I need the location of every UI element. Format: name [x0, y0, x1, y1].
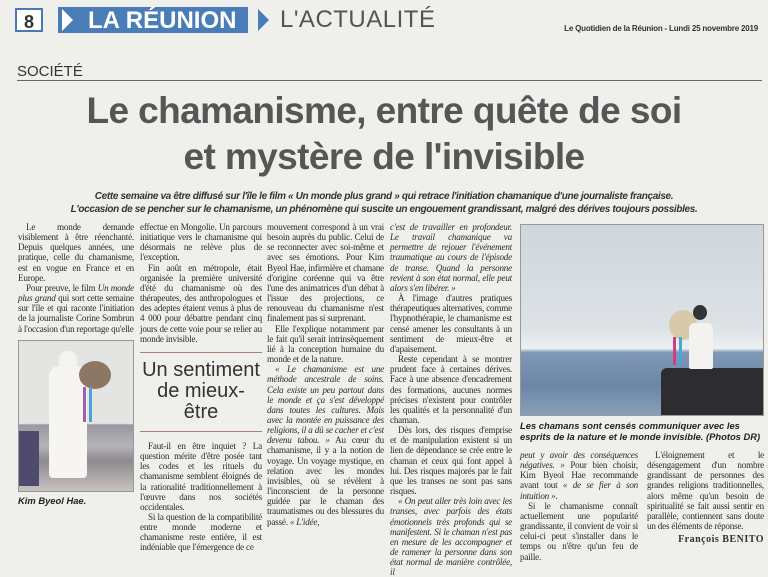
photo-kim-byeol-hae — [18, 340, 134, 492]
kicker: SOCIÉTÉ — [17, 63, 83, 80]
subheading: Un sentiment de mieux-être — [140, 352, 262, 432]
body-text: Le monde demande visiblement à être réenchanté. Depuis quelques années, une pratique, celle du chamanisme, est en vogue en France et en Europe. — [18, 222, 134, 283]
paragraph — [390, 425, 512, 496]
photo-shaman-by-the-sea — [520, 224, 764, 416]
drum — [79, 361, 111, 389]
quote-text: « Le chamanisme est une méthode ancestrale de soins. Cela existe un peu partout dans le monde et ça s'est développé dans toutes les cultures. Mais avec la montée en puissance des religions, il a dû se cacher et c'est devenu tabou. » — [267, 364, 384, 446]
column-1-stack — [18, 222, 134, 506]
rock — [661, 368, 763, 415]
standfirst — [14, 190, 754, 216]
article-column-4 — [390, 222, 512, 577]
headline-line-1: Le chamanisme, entre quête de soi — [86, 90, 682, 131]
paragraph — [267, 222, 384, 324]
head — [693, 305, 707, 320]
section-title: L'ACTUALITÉ — [280, 6, 436, 33]
photo-caption: Les chamans sont censés communiquer avec les esprits de la nature et le monde invisible. (Photos DR) — [520, 420, 761, 442]
quote-text: peut y avoir des conséquences négatives. » — [520, 450, 638, 471]
article-column-1 — [18, 222, 134, 334]
quote-text: « L'idée, — [289, 516, 320, 527]
standfirst-line-2: L'occasion de se pencher sur le chamanisme, un phénomène qui suscite un engouement grandissant, malgré des dérives toujours possibles. — [70, 204, 698, 215]
headdress — [59, 351, 77, 367]
quote-text: c'est de travailler en profondeur. Le travail chamanique va permettre de rejouer l'événement traumatique au cours de l'épisode de transe. Quand la personne revient à son état normal, elle peut alors s'en libérer. » — [390, 222, 512, 293]
paragraph — [140, 512, 262, 553]
body-text: Faut-il en être inquiet ? La question mérite d'être posée tant les codes et les rituels du chamanisme semblent éloignés de la rationalité traditionnellement à l'œuvre dans nos sociétés occidentales. — [140, 440, 262, 512]
body-text: L'éloignement et le désengagement d'un nombre grandissant de personnes des grandes religions traditionnelles, alors même qu'un besoin de spiritualité se fait aussi sentir en parallèle, contiennent sans doute un des éléments de réponse. — [647, 450, 764, 532]
paragraph — [647, 450, 764, 531]
paragraph — [18, 283, 134, 334]
paragraph — [520, 501, 638, 562]
divider — [17, 80, 762, 81]
body-text: Si le chamanisme connaît actuellement une popularité grandissante, il convient de voir si celui-ci peut s'installer dans le temps ou n'être qu'un feu de paille. — [520, 500, 638, 562]
body-text: Fin août en métropole, était organisée la première université d'été du chamanisme où des thérapeutes, des anthropologues et des adeptes étaient venus à plus de 4 000 pour débattre pendant cinq jours de cette voie pour se relier au monde invisible. — [140, 262, 262, 344]
right-block — [520, 224, 764, 562]
article-column-5 — [520, 450, 638, 562]
shaman-figure — [689, 323, 713, 369]
article-column-2b — [140, 441, 262, 553]
body-text: Dès lors, des risques d'emprise et de manipulation existent si un lien de dépendance se crée entre le chaman et ceux qui font appel à lui. Des risques majorés par le fait que les transes ne sont pas sans risques. — [390, 425, 512, 497]
body-text: qui sort cette semaine sur l'île et qui raconte l'initiation de la journaliste Corine Sombrun à l'occasion d'un reportage qu'elle — [18, 293, 134, 334]
body-text: Pour preuve, le film — [26, 282, 98, 293]
bottom-columns — [520, 450, 764, 562]
paragraph — [267, 324, 384, 365]
paragraph — [520, 450, 638, 501]
quote-text: « On peut aller très loin avec les transes, avec parfois des états émotionnels très profonds qui se manifestent. Si le chaman n'est pas en mesure de les accompagner et de ramener la personne dans son état normal de manière contrôlée, il — [390, 496, 512, 577]
quote-text: Un monde plus grand — [18, 282, 134, 304]
column-2-stack — [140, 222, 262, 553]
page-number: 8 — [15, 8, 43, 32]
author-signature: François BENITO — [678, 534, 764, 546]
ribbon — [83, 387, 86, 422]
body-text: Si la question de la compatibilité entre monde moderne et chamanisme reste entière, il est indéniable que l'émergence de ce — [140, 511, 262, 553]
body-text: Pour bien choisir, Kim Byeol Hae recommande avant tout — [520, 460, 638, 491]
paragraph — [140, 263, 262, 344]
article-column-3 — [267, 222, 384, 527]
ribbon — [89, 387, 92, 422]
body-text: Au cœur du chamanisme, il y a la notion de voyage. Un voyage mystique, en relation avec les mondes invisibles, où se révèlent à l'inconscient de la personne guidée par le chaman des traumatismes ou des blessures du passé. — [267, 435, 384, 527]
column-6-stack — [647, 450, 764, 562]
paragraph — [18, 222, 134, 283]
body-text: . — [555, 490, 558, 501]
paragraph — [267, 364, 384, 527]
article-column-6 — [647, 450, 764, 531]
body-text: effectue en Mongolie. Un parcours initiatique vers le chamanisme qui désormais ne relève plus de l'exception. — [140, 222, 262, 263]
ribbon — [673, 337, 676, 365]
paragraph — [390, 222, 512, 293]
article-column-2 — [140, 222, 262, 344]
body-text: Elle l'explique notamment par le fait qu'il serait intrinsèquement lié à la conception humaine du monde et de la nature. — [267, 323, 384, 365]
dateline: Le Quotidien de la Réunion - Lundi 25 novembre 2019 — [564, 24, 758, 33]
standfirst-line-1: Cette semaine va être diffusé sur l'île le film « Un monde plus grand » qui retrace l'initiation chamanique d'une journaliste française. — [94, 191, 674, 202]
quote-text: « de se fier à son intuition » — [520, 480, 639, 501]
photo-caption: Kim Byeol Hae. — [18, 494, 87, 506]
chevron-right-icon — [258, 9, 269, 31]
paragraph — [140, 441, 262, 512]
body-text: À l'image d'autres pratiques thérapeutiques alternatives, comme l'hypnothérapie, le chamanisme est censé amener les consultants à un sentiment de mieux-être et d'apaisement. — [390, 293, 512, 354]
headline — [20, 88, 748, 180]
paragraph — [390, 354, 512, 425]
body-text: Reste cependant à se montrer prudent face à certaines dérives. Face à une absence d'encadrement des formations, aucunes normes précises n'existent pour contrôler les qualités et la personnalité d'un chaman. — [390, 354, 512, 425]
paragraph — [140, 222, 262, 263]
paragraph — [390, 293, 512, 354]
body-text: mouvement correspond à un vrai besoin auprès du public. Celui de se reconnecter avec soi-même et avec ses émotions. Pour Kim Byeol Hae, infirmière et chamane d'origine coréenne qui va être l'une des animatrices d'un débat à l'issue des projections, ce renouveau du chamanisme n'est finalement pas si surprenant. — [267, 222, 384, 324]
headline-line-2: et mystère de l'invisible — [183, 136, 585, 177]
chevron-right-icon — [62, 9, 73, 31]
chair — [19, 431, 39, 486]
paragraph — [390, 496, 512, 577]
ribbon — [679, 337, 682, 365]
rubric-banner: LA RÉUNION — [58, 7, 248, 33]
